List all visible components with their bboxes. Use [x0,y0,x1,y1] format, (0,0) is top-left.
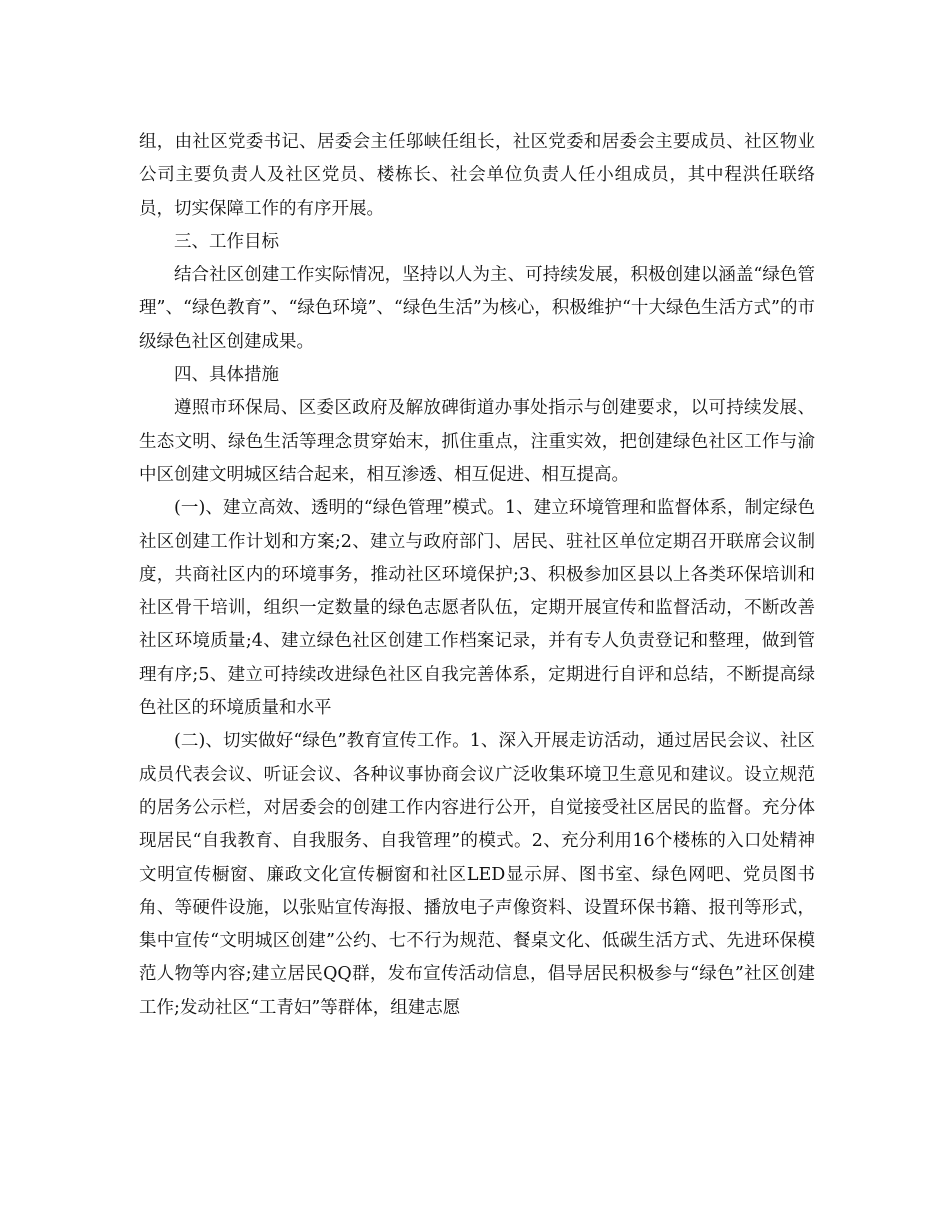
section-heading-work-goals: 三、工作目标 [174,231,279,252]
paragraph-green-management: (一)、建立高效、透明的“绿色管理”模式。1、建立环境管理和监督体系，制定绿色社区创建工作计划和方案;2、建立与政府部门、居民、驻社区单位定期召开联席会议制度，共商社区内的环境事务，推动社区环境保护;3、积极参加区县以上各类环保培训和社区骨干培训，组织一定数量的绿色志愿者队伍，定期开展宣传和监督活动，不断改善社区环境质量;4、建立绿色社区创建工作档案记录，并有专人负责登记和整理，做到管理有序;5、建立可持续改进绿色社区自我完善体系，定期进行自评和总结，不断提高绿色社区的环境质量和水平 [139,498,815,719]
paragraph-green-education: (二)、切实做好“绿色”教育宣传工作。1、深入开展走访活动，通过居民会议、社区成员代表会议、听证会议、各种议事协商会议广泛收集环境卫生意见和建议。设立规范的居务公示栏，对居委会的创建工作内容进行公开，自觉接受社区居民的监督。充分体现居民“自我教育、自我服务、自我管理”的模式。2、充分利用16个楼栋的入口处精神文明宣传橱窗、廉政文化宣传橱窗和社区LED显示屏、图书室、绿色网吧、党员图书角、等硬件设施，以张贴宣传海报、播放电子声像资料、设置环保书籍、报刊等形式，集中宣传“文明城区创建”公约、七不行为规范、餐桌文化、低碳生活方式、先进环保模范人物等内容;建立居民QQ群，发布宣传活动信息，倡导居民积极参与“绿色”社区创建工作;发动社区“工青妇”等群体，组建志愿 [139,731,815,1018]
document-body [139,126,815,1025]
section-heading-specific-measures: 四、具体措施 [174,365,279,386]
paragraph-work-goals: 结合社区创建工作实际情况，坚持以人为主、可持续发展，积极创建以涵盖“绿色管理”、“绿色教育”、“绿色环境”、“绿色生活”为核心，积极维护“十大绿色生活方式”的市级绿色社区创建成果。 [139,265,815,352]
paragraph-measures-intro: 遵照市环保局、区委区政府及解放碑街道办事处指示与创建要求，以可持续发展、生态文明、绿色生活等理念贯穿始末，抓住重点，注重实效，把创建绿色社区工作与渝中区创建文明城区结合起来，相互渗透、相互促进、相互提高。 [139,398,815,485]
paragraph-team-composition: 组，由社区党委书记、居委会主任邬峡任组长，社区党委和居委会主要成员、社区物业公司主要负责人及社区党员、楼栋长、社会单位负责人任小组成员，其中程洪任联络员，切实保障工作的有序开展。 [139,132,815,219]
